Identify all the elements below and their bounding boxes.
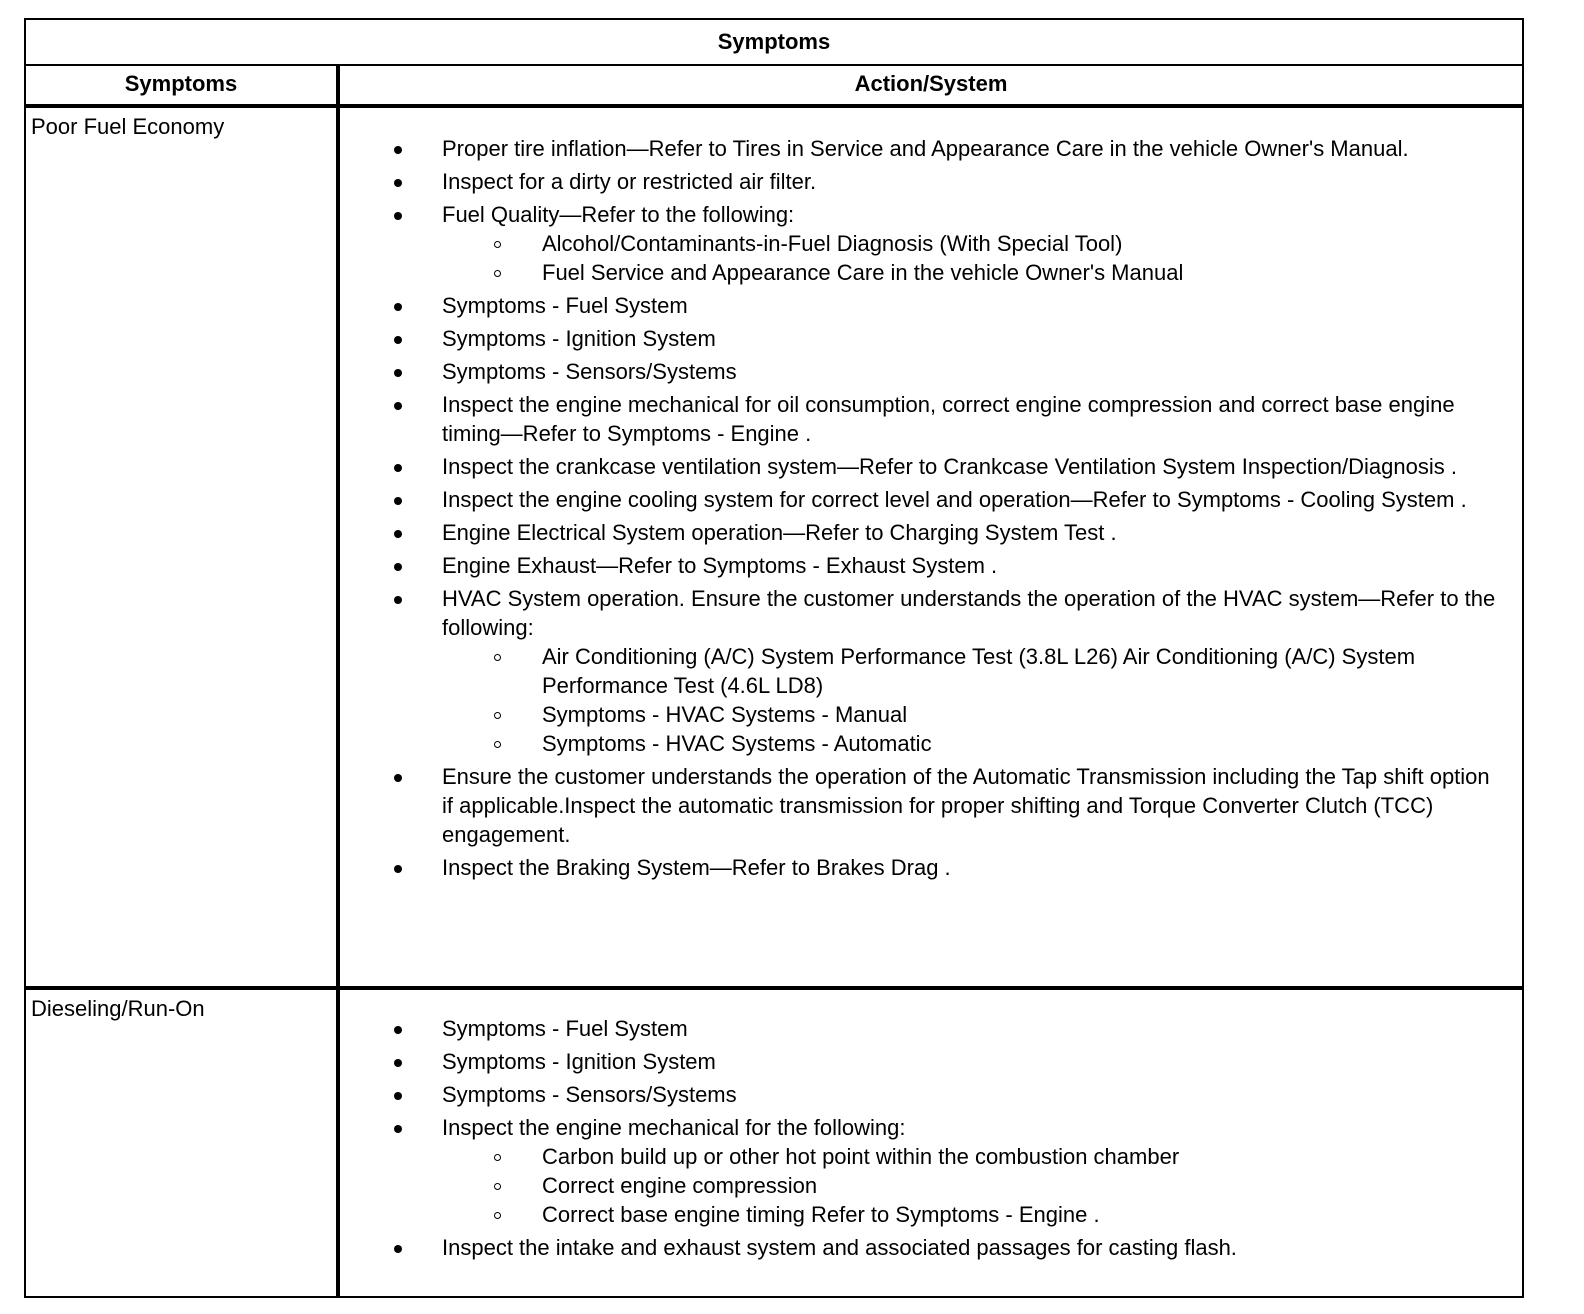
action-list <box>340 1014 1506 1266</box>
action-text: Engine Electrical System operation—Refer to Charging System Test . <box>442 520 1117 545</box>
list-item <box>340 584 1506 758</box>
bullet-icon <box>394 865 402 873</box>
bullet-icon <box>394 1125 402 1133</box>
action-text: Symptoms - Fuel System <box>442 293 688 318</box>
sub-list <box>442 229 1506 287</box>
sub-list-item <box>442 229 1506 258</box>
list-item <box>340 200 1506 287</box>
bullet-icon <box>394 402 402 410</box>
circle-bullet-icon <box>494 241 501 248</box>
list-item <box>340 1233 1506 1262</box>
sub-action-text: Symptoms - HVAC Systems - Automatic <box>542 731 932 756</box>
action-text: Symptoms - Sensors/Systems <box>442 1082 737 1107</box>
list-item <box>340 1047 1506 1076</box>
list-item <box>340 485 1506 514</box>
bullet-icon <box>394 179 402 187</box>
bullet-icon <box>394 563 402 571</box>
list-item <box>340 1113 1506 1229</box>
bullet-icon <box>394 774 402 782</box>
list-item <box>340 291 1506 320</box>
action-text: Symptoms - Ignition System <box>442 326 716 351</box>
symptom-cell: Dieseling/Run-On <box>31 996 205 1021</box>
action-text: Fuel Quality—Refer to the following: <box>442 202 795 227</box>
list-item <box>340 1080 1506 1109</box>
table-row <box>26 990 1522 1296</box>
circle-bullet-icon <box>494 1212 501 1219</box>
sub-action-text: Correct engine compression <box>542 1173 818 1198</box>
circle-bullet-icon <box>494 741 501 748</box>
list-item <box>340 853 1506 882</box>
action-text: Inspect the engine cooling system for correct level and operation—Refer to Symptoms - Cooling System . <box>442 487 1467 512</box>
action-text: Ensure the customer understands the operation of the Automatic Transmission including the Tap shift option if applicable.Inspect the automatic transmission for proper shifting and Torque Converter Clutch (TCC) engagement. <box>442 764 1490 847</box>
sub-action-text: Fuel Service and Appearance Care in the vehicle Owner's Manual <box>542 260 1184 285</box>
list-item <box>340 452 1506 481</box>
action-text: Inspect the intake and exhaust system and associated passages for casting flash. <box>442 1235 1237 1260</box>
circle-bullet-icon <box>494 1183 501 1190</box>
sub-list-item <box>442 258 1506 287</box>
list-item <box>340 324 1506 353</box>
sub-list <box>442 642 1506 758</box>
bullet-icon <box>394 530 402 538</box>
table-row <box>26 108 1522 990</box>
list-item <box>340 551 1506 580</box>
bullet-icon <box>394 596 402 604</box>
header-action-system: Action/System <box>854 71 1008 96</box>
sub-list-item <box>442 1200 1506 1229</box>
action-text: Inspect for a dirty or restricted air filter. <box>442 169 817 194</box>
sub-action-text: Carbon build up or other hot point within the combustion chamber <box>542 1144 1180 1169</box>
bullet-icon <box>394 1026 402 1034</box>
circle-bullet-icon <box>494 712 501 719</box>
list-item <box>340 1014 1506 1043</box>
bullet-icon <box>394 464 402 472</box>
bullet-icon <box>394 1059 402 1067</box>
circle-bullet-icon <box>494 1154 501 1161</box>
action-list <box>340 134 1506 886</box>
circle-bullet-icon <box>494 270 501 277</box>
action-text: Proper tire inflation—Refer to Tires in Service and Appearance Care in the vehicle Owner's Manual. <box>442 136 1409 161</box>
bullet-icon <box>394 146 402 154</box>
bullet-icon <box>394 1245 402 1253</box>
action-text: Symptoms - Sensors/Systems <box>442 359 737 384</box>
sub-action-text: Correct base engine timing Refer to Symptoms - Engine . <box>542 1202 1100 1227</box>
bullet-icon <box>394 1092 402 1100</box>
symptom-cell: Poor Fuel Economy <box>31 114 225 139</box>
action-text: Symptoms - Fuel System <box>442 1016 688 1041</box>
sub-list-item <box>442 642 1506 700</box>
bullet-icon <box>394 336 402 344</box>
sub-action-text: Air Conditioning (A/C) System Performance Test (3.8L L26) Air Conditioning (A/C) System Performance Test (4.6L LD8) <box>542 644 1416 698</box>
bullet-icon <box>394 303 402 311</box>
sub-list-item <box>442 729 1506 758</box>
list-item <box>340 762 1506 849</box>
action-text: Engine Exhaust—Refer to Symptoms - Exhaust System . <box>442 553 998 578</box>
sub-action-text: Alcohol/Contaminants-in-Fuel Diagnosis (With Special Tool) <box>542 231 1123 256</box>
table-title: Symptoms <box>26 20 1522 66</box>
symptoms-table <box>24 18 1524 1298</box>
bullet-icon <box>394 497 402 505</box>
circle-bullet-icon <box>494 654 501 661</box>
action-text: Inspect the crankcase ventilation system—Refer to Crankcase Ventilation System Inspection/Diagnosis . <box>442 454 1457 479</box>
sub-list-item <box>442 1142 1506 1171</box>
sub-list-item <box>442 1171 1506 1200</box>
header-symptoms: Symptoms <box>124 71 238 96</box>
action-text: Inspect the Braking System—Refer to Brakes Drag . <box>442 855 951 880</box>
list-item <box>340 134 1506 163</box>
action-text: Inspect the engine mechanical for the following: <box>442 1115 906 1140</box>
action-text: Symptoms - Ignition System <box>442 1049 716 1074</box>
list-item <box>340 167 1506 196</box>
sub-list-item <box>442 700 1506 729</box>
action-cell <box>340 108 1522 986</box>
action-cell <box>340 990 1522 1296</box>
sub-list <box>442 1142 1506 1229</box>
sub-action-text: Symptoms - HVAC Systems - Manual <box>542 702 908 727</box>
list-item <box>340 357 1506 386</box>
action-text: HVAC System operation. Ensure the customer understands the operation of the HVAC system—Refer to the following: <box>442 586 1496 640</box>
table-header-row <box>26 64 1522 108</box>
bullet-icon <box>394 212 402 220</box>
list-item <box>340 518 1506 547</box>
list-item <box>340 390 1506 448</box>
action-text: Inspect the engine mechanical for oil consumption, correct engine compression and correct base engine timing—Refer to Symptoms - Engine . <box>442 392 1455 446</box>
bullet-icon <box>394 369 402 377</box>
